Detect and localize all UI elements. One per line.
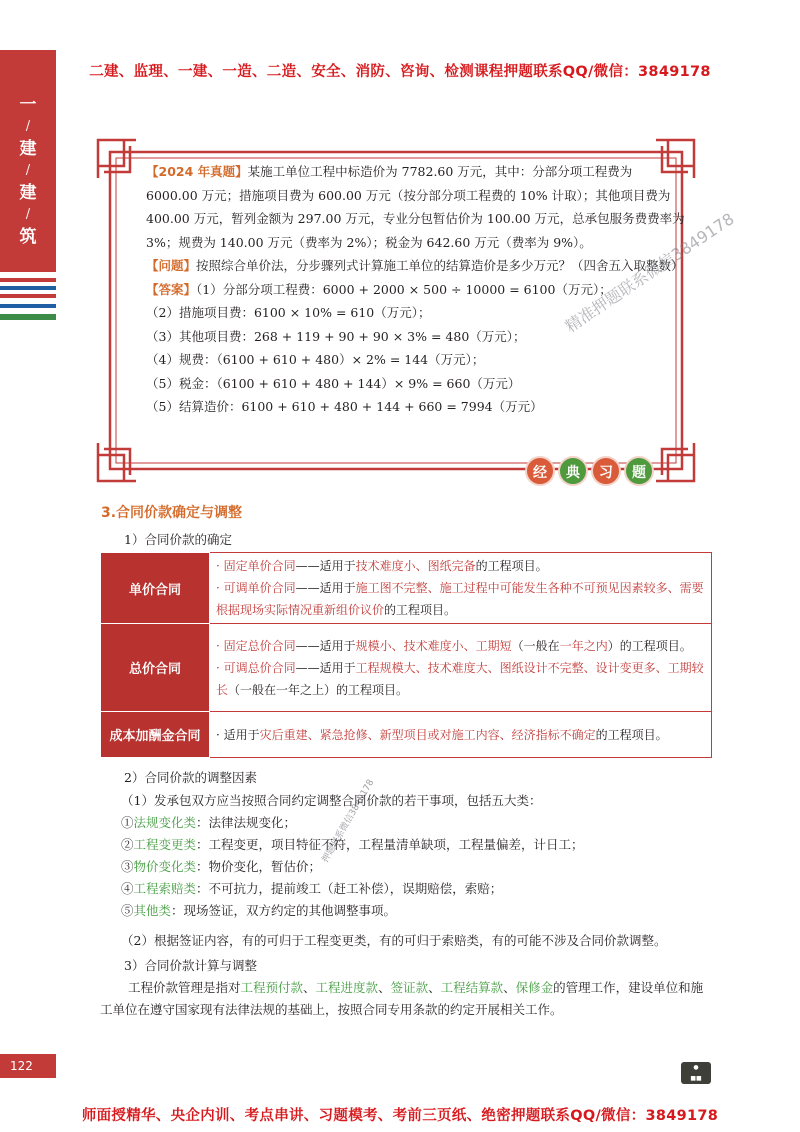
paragraph-price-management: 工程价款管理是指对工程预付款、工程进度款、签证款、工程结算款、保修金的管理工作，建设单位和施工单位在遵守国家现有法律法规的基础上，按照合同专用条款的约定开展相关工作。 [100,980,704,1017]
contract-type-table [100,552,712,758]
table-row [101,553,712,624]
highlighted-term: 工程进度款 [315,980,379,995]
answer-line: （3）其他项目费：268 + 119 + 90 + 90 × 3% = 480（万元）； [146,328,526,344]
contract-type-label: 总价合同 [101,624,210,712]
category-name: 其他类 [133,903,172,918]
description-line [216,657,705,701]
category-detail: ：现场签证，双方约定的其他调整事项。 [171,903,397,918]
description-text: 的工程项目。 [384,603,457,617]
top-banner: 二建、监理、一建、一造、二造、安全、消防、咨询、检测课程押题联系QQ/微信：3849178 [89,64,711,80]
category-list [121,812,584,922]
question-text: 按照综合单价法，分步骤列式计算施工单位的结算造价是多少万元？（四舍五入取整数） [196,258,684,273]
page-number: 122 [0,1054,56,1078]
publisher-logo: ● ■■ [681,1062,711,1084]
category-number: ③ [121,859,134,874]
highlighted-term: · 固定单价合同 [216,559,296,573]
description-text: （一般在 [511,638,560,653]
category-item [121,878,584,900]
side-tab-separator: / [25,207,31,222]
highlighted-term: · 固定总价合同 [216,638,296,653]
decor-stripe [0,294,56,298]
side-tab-char: 一 [19,95,37,115]
description-text: （一般在一年之上）的工程项目。 [228,682,409,697]
bottom-banner: 师面授精华、央企内训、考点串讲、习题模考、考前三页纸、绝密押题联系QQ/微信：3849178 [81,1108,719,1124]
side-tab-separator: / [25,119,31,134]
contract-type-description [210,712,712,758]
paragraph-five-categories: （1）发承包双方应当按照合同约定调整合同价款的若干事项，包括五大类： [121,793,542,808]
question-tag: 【问题】 [146,258,197,273]
decor-stripe [0,304,56,308]
description-line [216,555,705,577]
highlighted-term: 工程预付款 [240,980,304,995]
table-row [101,712,712,758]
answer-line: （2）措施项目费：6100 × 10% = 610（万元）； [146,305,431,320]
contract-type-description [210,553,712,624]
watermark: 押题联系微信3849178 [320,778,377,865]
description-line [216,577,705,621]
badge-char: 典 [558,456,588,486]
description-text: ）的工程项目。 [607,638,692,653]
side-tab-char: 建 [19,183,37,203]
decor-stripe [0,286,56,290]
answer-line: （5）结算造价：6100 + 610 + 480 + 144 + 660 = 7994（万元） [146,399,543,414]
answer-line: （1）分部分项工程费：6000 + 2000 × 500 ÷ 10000 = 6100（万元）； [196,281,612,297]
highlighted-term: 灾后重建、紧急抢修、新型项目或对施工内容、经济指标不确定 [259,727,596,742]
highlighted-term: 签证款 [390,980,429,995]
category-name: 法规变化类 [133,815,197,830]
description-text: ——适用于 [295,581,356,595]
answer-tag: 【答案】 [146,281,197,297]
classic-exercise-badges [525,456,654,488]
description-line [216,724,705,746]
side-tab-separator: / [25,163,31,178]
exam-stem-text: 某施工单位工程中标造价为 7782.60 万元，其中：分部分项工程费为 6000.00 万元；措施项目费为 600.00 万元（按分部分项工程费的 10% 计取）；其他项目费为 400.00 万元，暂列金额为 297.00 万元，专业分包暂估价为 100.00 万元，总承包服务费费率为 3%；规费为 140.00 万元（费率为 2%）；税金为 642.60 万元（费率为 9%）。 [146,164,685,250]
category-name: 物价变化类 [133,859,197,874]
subheading-1: 1）合同价款的确定 [124,532,232,547]
contract-type-label: 单价合同 [101,553,210,624]
subheading-2: 2）合同价款的调整因素 [124,770,257,785]
decor-stripe [0,314,56,320]
category-detail: ：法律法规变化； [196,815,297,830]
chapter-side-tab [0,50,56,272]
subheading-3: 3）合同价款计算与调整 [124,958,257,973]
category-item [121,834,584,856]
category-number: ① [121,815,134,830]
badge-char: 习 [591,456,621,486]
category-item [121,856,584,878]
exam-year-tag: 【2024 年真题】 [146,164,248,179]
highlighted-term: 保修金 [515,980,554,995]
side-tab-char: 建 [19,139,37,159]
category-detail: ：工程变更，项目特征不符，工程量清单缺项，工程量偏差，计日工； [196,837,584,852]
exam-question [146,254,686,278]
description-text: 的工程项目。 [595,727,668,742]
category-number: ② [121,837,134,852]
exam-stem [146,160,686,254]
table-row [101,624,712,712]
description-text: ——适用于 [295,638,356,653]
side-tab-char: 筑 [19,227,37,247]
answer-line: （5）税金：（6100 + 610 + 480 + 144）× 9% = 660（万元） [146,375,521,391]
paragraph-text: 的管理工作，建设单位和施工单位在遵守国家现有法律法规的基础上，按照合同专用条款的约定开展相关工作。 [100,980,704,1017]
highlighted-term: 工程结算款 [440,980,504,995]
answer-line: （4）规费：（6100 + 610 + 480）× 2% = 144（万元）； [146,352,485,367]
section-title: 3.合同价款确定与调整 [101,505,243,521]
highlighted-term: · 可调单价合同 [216,581,296,595]
category-item [121,900,584,922]
decor-stripe [0,278,56,282]
highlighted-term: 施工图不完整、施工过程中可能发生各种不可预见因素较多、需要根据现场实际情况重新组价议价 [216,581,704,617]
contract-type-label: 成本加酬金合同 [101,712,210,758]
category-detail: ：物价变化，暂估价； [196,859,322,874]
description-text: ——适用于 [295,559,356,573]
category-number: ⑤ [121,903,134,918]
watermark: 精准押题联系微信3849178 [561,209,738,337]
highlighted-term: 工程规模大、技术难度大、图纸设计不完整、设计变更多、工期较长 [216,660,704,697]
highlighted-term: 规模小、技术难度小、工期短 [355,638,512,653]
paragraph-visa: （2）根据签证内容，有的可归于工程变更类，有的可归于索赔类，有的可能不涉及合同价款调整。 [121,933,667,948]
description-text: ——适用于 [295,660,356,675]
category-name: 工程变更类 [133,837,197,852]
description-text: · 适用于 [216,727,260,742]
category-name: 工程索赔类 [133,881,197,896]
highlighted-term: 技术难度小、图纸完备 [355,559,476,573]
contract-type-description [210,624,712,712]
description-line [216,635,705,657]
category-detail: ：不可抗力，提前竣工（赶工补偿），误期赔偿，索赔； [196,881,503,896]
description-text: 的工程项目。 [475,559,548,573]
badge-char: 题 [624,456,654,486]
badge-char: 经 [525,456,555,486]
paragraph-text: 工程价款管理是指对 [128,980,241,995]
highlighted-term: 一年之内 [559,638,608,653]
highlighted-term: · 可调总价合同 [216,660,296,675]
category-number: ④ [121,881,134,896]
